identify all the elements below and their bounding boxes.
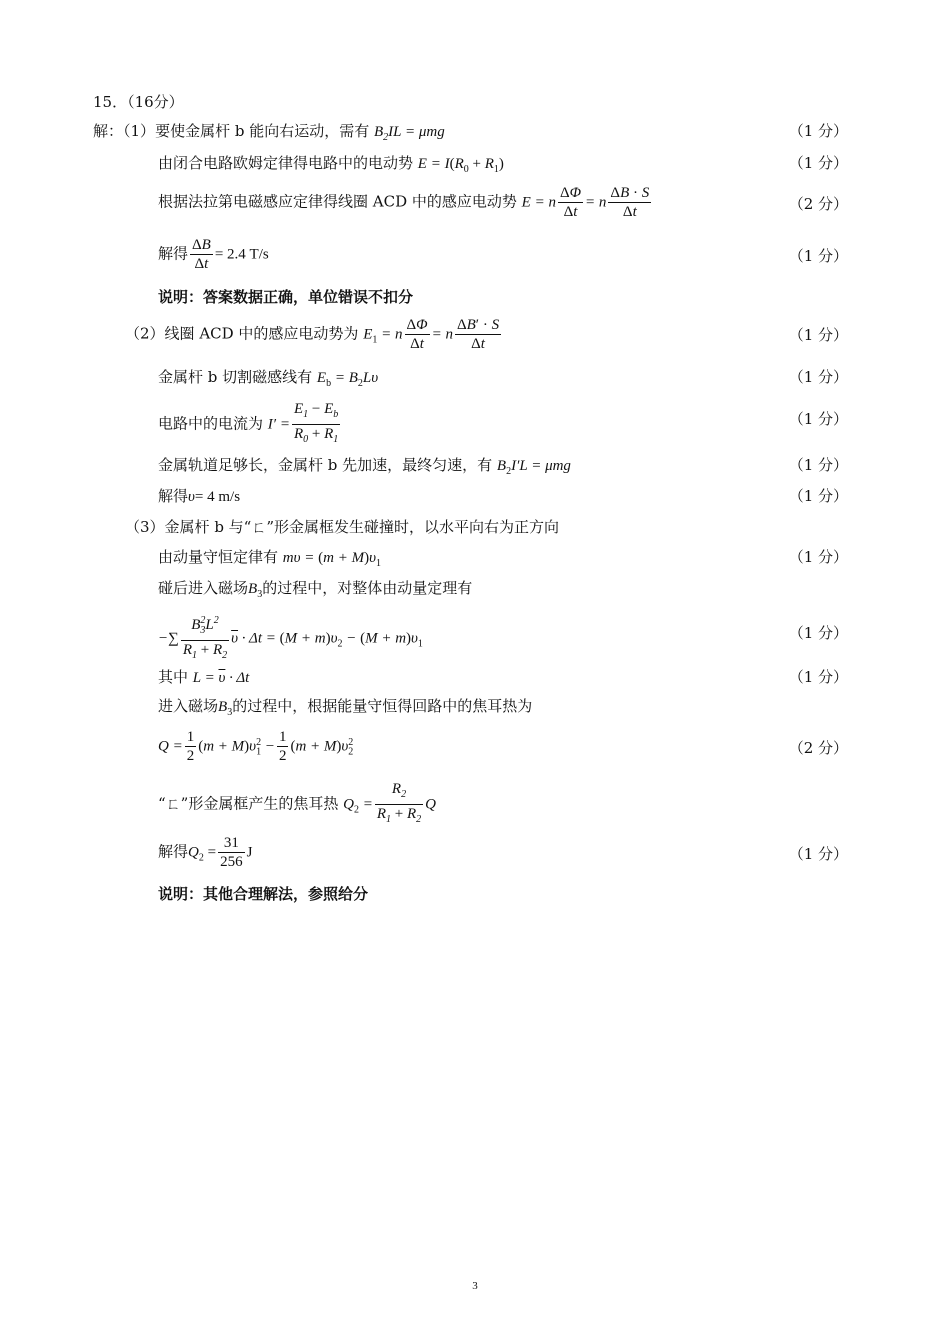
p3-line8: “ㄈ”形金属框产生的焦耳热 $Q_2$ = $\frac{R_2}{R_1 + R_2}$ Q [158,781,436,825]
p3-text5: 其中 [158,668,189,686]
p3-line2: 由动量守恒定律有 $m\upsilon = (m + M)\upsilon_1$ [158,548,381,569]
eq-emf-eb: E [316,370,327,386]
p1-note: 说明：答案数据正确，单位错误不扣分 [158,288,414,306]
eq-frame-heat: Q [343,796,354,813]
eq-result-q2: Q [188,844,199,861]
eq-momentum: mυ = [282,550,319,566]
p3-line1 [125,517,559,537]
score-p3-4: （1 分） [788,624,848,642]
p2-text1: 线圈 ACD 中的感应电动势为 [164,324,359,343]
p2-line5 [158,486,240,507]
p2-line3: 电路中的电流为 I′ = $\frac{E_1 - E_b}{R_0 + R_1}$ [158,401,339,445]
p3-line3: 碰后进入磁场$B_3$的过程中，对整体由动量定理有 [158,579,473,600]
p1-text4: 解得 [158,244,189,263]
eq-faraday: E = n [521,194,556,211]
score-p1-1: （1 分） [788,122,848,140]
score-p3-5: （1 分） [788,668,848,686]
p2-text4: 金属轨道足够长，金属杆 b 先加速，最终匀速，有 [158,456,493,474]
p3-text8: “ㄈ”形金属框产生的焦耳热 [158,794,339,813]
p3-text3b: 的过程中，对整体由动量定理有 [262,579,473,597]
eq-emf-ohm: E = I [417,156,450,172]
score-p1-3: （2 分） [788,195,848,213]
eq-velocity: υ [188,489,195,505]
eq-impulse: −∑ [158,630,179,647]
p3-text6b: 的过程中，根据能量守恒得回路中的焦耳热为 [232,697,533,715]
p3-text9: 解得 [158,842,189,861]
problem-header: 15．（16分） [93,93,184,111]
eq-current: I′ = [267,416,290,433]
p3-label: （3） [125,518,165,536]
p2-line2: 金属杆 b 切割磁感线有 $E_b = B_2L\upsilon$ [158,368,379,389]
p1-line4: 解得 $\frac{\Delta B}{\Delta t}$ = 2.4 T/s [158,237,269,272]
p3-text2: 由动量守恒定律有 [158,548,279,566]
p3-text3: 碰后进入磁场 [158,579,249,597]
p3-line4: −∑ $\frac{B_3^2L^2}{R_1 + R_2}$ $\overline{\upsilon} \cdot \Delta t = (M + m)\upsilon_2 - (M + m)\upsilon_1$ [158,612,423,665]
eq-joule-heat: Q = [158,738,183,755]
score-p1-4: （1 分） [788,247,848,265]
p2-result: = 4 m/s [194,489,241,505]
score-p3-7: （2 分） [788,739,848,757]
page-number: 3 [472,1280,478,1292]
solution-prefix: 解： [93,122,124,140]
p3-line6: 进入磁场$B_3$的过程中，根据能量守恒得回路中的焦耳热为 [158,697,533,718]
p2-text5: 解得 [158,487,189,505]
p1-line3: 根据法拉第电磁感应定律得线圈 ACD 中的感应电动势 E = n $\frac{\Delta\Phi}{\Delta t}$ = n $\frac{\Delta B \cdot S}{\Delta t}$ [158,185,650,220]
p3-text6: 进入磁场 [158,697,219,715]
score-p2-3: （1 分） [788,410,848,428]
p1-text1: 要使金属杆 b 能向右运动，需有 [155,122,370,140]
score-p2-5: （1 分） [788,487,848,505]
p2-text3: 电路中的电流为 [158,414,264,433]
score-p3-2: （1 分） [788,548,848,566]
p2-line4: 金属轨道足够长，金属杆 b 先加速，最终匀速，有 $B_2I'L = \mu mg$ [158,456,571,477]
p3-text1: 金属杆 b 与“ㄈ”形金属框发生碰撞时，以水平向右为正方向 [164,518,560,536]
p3-line7: Q = $\frac{1}{2}$ $(m + M)\upsilon_1^2$ − $\frac{1}{2}$ $(m + M)\upsilon_2^2$ [158,729,354,764]
eq-force-balance: $B_2IL = \mu mg$ [373,124,445,143]
score-p2-2: （1 分） [788,368,848,386]
p2-label: （2） [125,324,165,343]
p3-note: 说明：其他合理解法，参照给分 [158,885,369,903]
p1-text3: 根据法拉第电磁感应定律得线圈 ACD 中的感应电动势 [158,192,517,211]
eq-displacement: $L = \overline{\upsilon} \cdot \Delta t$ [192,670,250,686]
p3-line5 [158,667,249,688]
p3-line9: 解得$Q_2$ = $\frac{31}{256}$ J [158,835,253,870]
eq-uniform: B [496,458,507,474]
score-p2-1: （1 分） [788,326,848,344]
p1-result: = 2.4 T/s [214,246,269,263]
eq-emf-e1: E [363,326,373,343]
p1-line2: 由闭合电路欧姆定律得电路中的电动势 $E = I(R_0 + R_1)$ [158,154,504,175]
p1-text2: 由闭合电路欧姆定律得电路中的电动势 [158,154,414,172]
score-p3-9: （1 分） [788,845,848,863]
p3-unit: J [246,844,253,861]
p2-line1: （2）线圈 ACD 中的感应电动势为 $E_1 = n$ $\frac{\Delta\Phi}{\Delta t}$ = n $\frac{\Delta B' \cdot S}{\Delta t}$ [125,317,500,352]
score-p2-4: （1 分） [788,456,848,474]
p1-line1 [93,121,445,148]
p2-text2: 金属杆 b 切割磁感线有 [158,368,313,386]
score-p1-2: （1 分） [788,154,848,172]
p1-label: （1） [123,122,156,140]
